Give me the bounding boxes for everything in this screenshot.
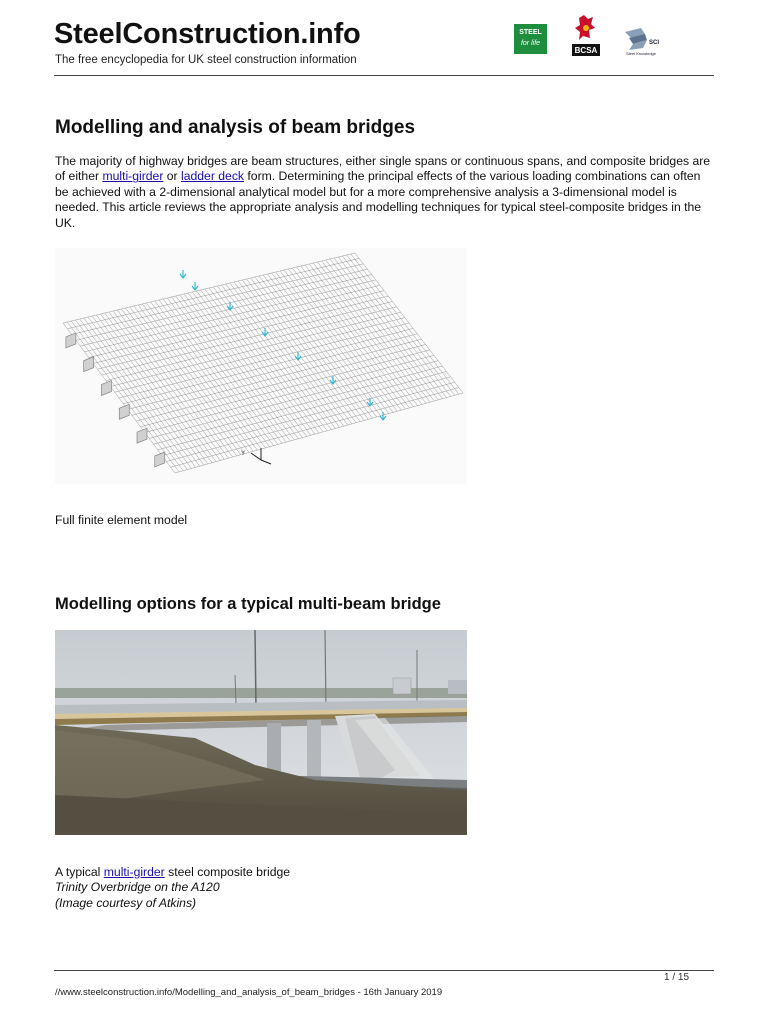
steel-for-life-logo[interactable]	[514, 24, 547, 54]
svg-text:SCI: SCI	[649, 40, 660, 46]
ladder-deck-link[interactable]: ladder deck	[181, 169, 245, 184]
intro-text-3: form. Determining the principal effects of the various loading combinations can often be achieved with a 2-dimensional analytical model but for a more comprehensive analysis a 3-dimensional model is needed. This article reviews the appropriate analysis and modelling techniques for typical steel-composite bridges in the UK.	[55, 169, 702, 230]
caption-pre-text: A typical	[55, 865, 104, 879]
finite-element-model-figure[interactable]	[55, 248, 467, 484]
page-number: 1 / 15	[664, 972, 690, 983]
sponsor-logos	[514, 14, 714, 64]
bcsa-logo[interactable]	[569, 14, 603, 58]
figure-1-caption: Full finite element model	[55, 513, 188, 527]
multi-girder-link[interactable]: multi-girder	[102, 169, 164, 184]
footer-divider	[54, 970, 714, 971]
steel-logo-text: STEEL	[519, 29, 542, 36]
footer-url[interactable]: //www.steelconstruction.info/Modelling_and_analysis_of_beam_bridges - 16th January 2019	[55, 987, 443, 998]
figure-2-subcaption: Trinity Overbridge on the A120	[55, 880, 220, 895]
caption-multi-girder-link[interactable]: multi-girder	[103, 865, 165, 879]
intro-text-2: or	[163, 169, 181, 184]
figure-2-caption	[55, 865, 290, 911]
caption-post-text: steel composite bridge	[164, 865, 291, 879]
intro-paragraph	[55, 154, 715, 231]
steel-logo-subtext: for life	[520, 40, 541, 47]
site-title[interactable]: SteelConstruction.info	[54, 18, 361, 50]
site-tagline: The free encyclopedia for UK steel construction information	[55, 54, 357, 66]
sci-logo[interactable]	[619, 24, 664, 58]
intro-text-1: The majority of highway bridges are beam structures, either single spans or continuous spans, and composite bridges are of either	[55, 154, 711, 184]
page-header	[54, 14, 714, 76]
section-heading: Modelling options for a typical multi-beam bridge	[55, 595, 441, 613]
svg-text:Steel Knowledge: Steel Knowledge	[625, 51, 657, 56]
figure-2-credit: (Image courtesy of Atkins)	[55, 895, 197, 910]
bridge-photo[interactable]	[55, 630, 467, 835]
article-title: Modelling and analysis of beam bridges	[55, 117, 416, 138]
header-divider	[54, 75, 714, 76]
svg-text:BCSA: BCSA	[574, 46, 598, 55]
svg-text:Y: Y	[241, 451, 246, 457]
figure-2-caption-text	[55, 865, 290, 879]
